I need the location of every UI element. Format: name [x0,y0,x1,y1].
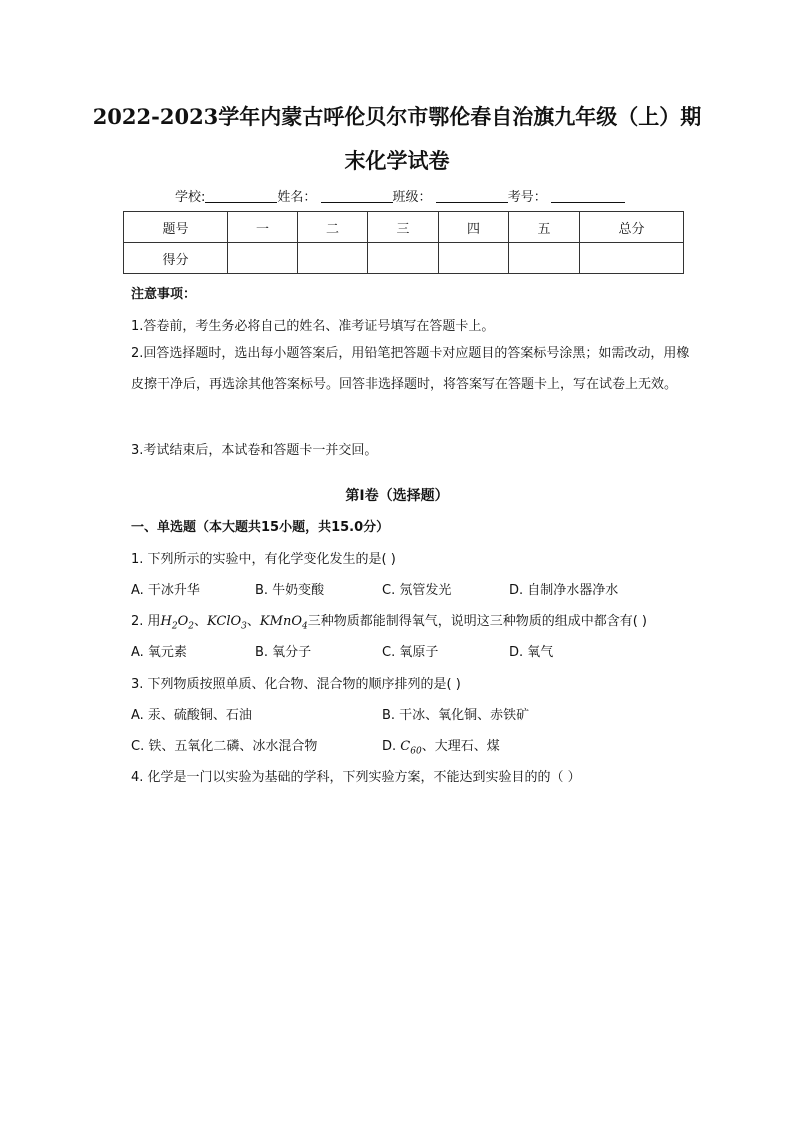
formula-sub: 2 [171,621,178,632]
exam-no-label: 考号： [507,190,547,205]
notes-heading: 注意事项： [131,287,197,302]
score-table-header-cell: 三 [368,212,439,243]
q2-prefix: 2. 用 [131,614,161,629]
score-cell[interactable] [228,243,298,274]
q1-option-c[interactable]: C. 氖管发光 [382,583,452,598]
class-label: 班级： [392,190,432,205]
score-cell[interactable] [439,243,509,274]
student-info-line [175,186,625,205]
name-blank[interactable] [321,190,393,203]
q2-option-a[interactable]: A. 氧元素 [131,645,187,660]
option-label: D. [382,739,401,754]
formula-part: H [160,614,172,629]
question-4-stem: 4. 化学是一门以实验为基础的学科，下列实验方案，不能达到实验目的的（ ） [131,770,581,785]
exam-title-line1: 2022-2023学年内蒙古呼伦贝尔市鄂伦春自治旗九年级（上）期 [92,104,702,129]
question-3-stem: 3. 下列物质按照单质、化合物、混合物的顺序排列的是( ) [131,677,461,692]
q1-option-b[interactable]: B. 牛奶变酸 [255,583,325,598]
score-table-header-cell: 四 [439,212,509,243]
formula-sub: 2 [188,621,195,632]
question-1-stem: 1. 下列所示的实验中，有化学变化发生的是( ) [131,552,396,567]
name-label: 姓名： [277,190,317,205]
formula-c60 [400,739,422,757]
score-table-header-cell: 二 [298,212,368,243]
note-item-2: 2.回答选择题时，选出每小题答案后，用铅笔把答题卡对应题目的答案标号涂黑；如需改动，用橡皮擦干净后，再选涂其他答案标号。回答非选择题时，将答案写在答题卡上，写在试卷上无效。 [131,346,690,392]
separator: 、 [246,614,260,629]
q2-suffix: 三种物质都能制得氧气，说明这三种物质的组成中都含有( ) [307,614,647,629]
formula-part: KClO [207,614,242,629]
score-table-header-cell: 五 [509,212,580,243]
formula-part: O [177,614,189,629]
part-title: 第I卷（选择题） [345,488,449,504]
score-row-label: 得分 [124,243,228,274]
q3-option-b[interactable]: B. 干冰、氧化铜、赤铁矿 [382,708,530,723]
formula-part: C [400,739,411,754]
score-table-score-row [124,243,684,274]
formula-h2o2 [160,614,195,632]
class-blank[interactable] [436,190,508,203]
formula-sub: 4 [301,621,308,632]
q2-option-c[interactable]: C. 氧原子 [382,645,439,660]
note-item-1: 1.答卷前，考生务必将自己的姓名、准考证号填写在答题卡上。 [131,319,495,334]
q3-option-d[interactable] [382,735,500,757]
section-heading: 一、单选题（本大题共15小题，共15.0分） [131,520,390,535]
option-text: 、大理石、煤 [421,739,500,754]
q2-option-b[interactable]: B. 氧分子 [255,645,312,660]
question-2-stem [131,610,647,632]
score-cell[interactable] [580,243,684,274]
score-table-header-cell: 题号 [124,212,228,243]
note-item-3: 3.考试结束后，本试卷和答题卡一并交回。 [131,443,378,458]
exam-title-line2: 末化学试卷 [344,148,450,173]
school-label: 学校: [175,190,206,205]
score-cell[interactable] [368,243,439,274]
score-table [123,211,684,274]
score-table-header-row [124,212,684,243]
school-blank[interactable] [205,190,277,203]
score-cell[interactable] [509,243,580,274]
score-cell[interactable] [298,243,368,274]
formula-kmno4 [259,614,308,632]
q2-option-d[interactable]: D. 氧气 [509,645,554,660]
score-table-header-cell: 总分 [580,212,684,243]
q1-option-d[interactable]: D. 自制净水器净水 [509,583,619,598]
exam-no-blank[interactable] [551,190,625,203]
q3-option-c[interactable]: C. 铁、五氧化二磷、冰水混合物 [131,739,318,754]
formula-sub: 3 [241,621,247,632]
score-table-header-cell: 一 [228,212,298,243]
separator: 、 [194,614,208,629]
q1-option-a[interactable]: A. 干冰升华 [131,583,200,598]
formula-part: KMnO [259,614,302,629]
q3-option-a[interactable]: A. 汞、硫酸铜、石油 [131,708,252,723]
formula-kclo3 [207,614,247,632]
formula-sub: 60 [410,746,422,757]
